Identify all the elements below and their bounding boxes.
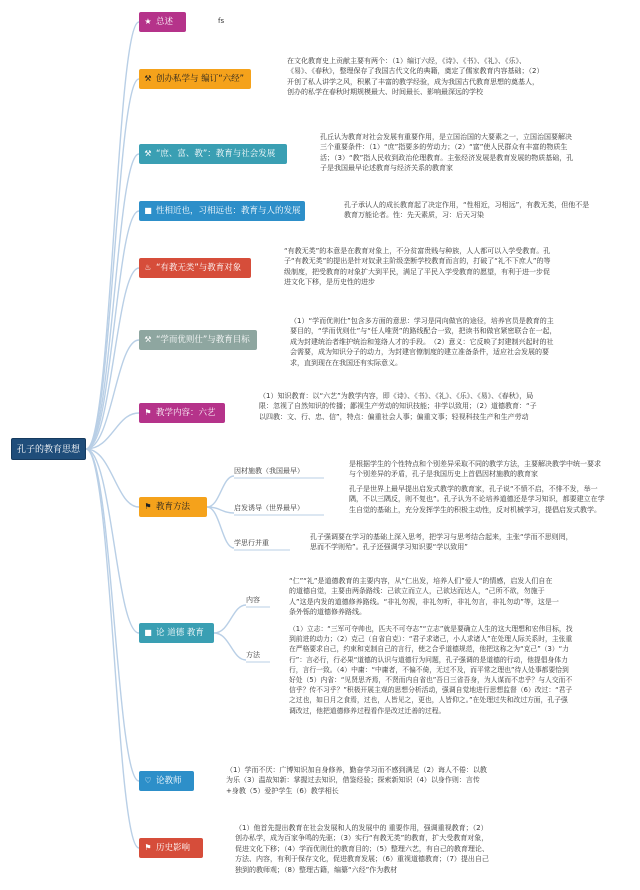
society-text: 孔丘认为教育对社会发展有重要作用，是立国治国的大要素之一，立国治国要解决三个重要条件：（1）“庶”指要多的劳动力；（2）“富”使人民群众有丰富的物质生活；（3）“教”指人民收到政治伦理教育。主张经济发展是教育发展的物质基础，孔子是我国最早论述教育与经济关系的教育家 xyxy=(320,133,574,173)
branch-teaching-content[interactable] xyxy=(139,403,225,423)
overview-text: fs xyxy=(218,17,225,25)
branch-label: “学而优则仕”与教育目标 xyxy=(156,335,250,345)
branch-connector-0 xyxy=(86,22,139,449)
method-label-heuristic[interactable]: 启发诱导（世界最早） xyxy=(234,504,304,512)
branch-connector-1 xyxy=(86,79,139,449)
moral-connector-1 xyxy=(214,633,246,660)
teaching-content-text: （1）知识教育：以“六艺”为教学内容，即《诗》、《书》、《礼》、《乐》、《易》、《春秋》，局限：忽视了自然知识的传播；鄙视生产劳动的知识技能；非学以致用；（2）道德教育：“子以四教：文、行、忠、信”，特点：偏重社会人事；偏重文事；轻视科技生产和生产劳动 xyxy=(259,392,537,421)
tools-icon: ⚒ xyxy=(144,74,152,83)
tools-icon: ⚒ xyxy=(144,335,152,344)
branch-historical-influence[interactable] xyxy=(139,838,203,858)
branch-education-objects[interactable] xyxy=(139,258,251,278)
branch-teaching-methods[interactable] xyxy=(139,497,207,517)
branch-connector-7 xyxy=(86,449,139,507)
method-label-individualized[interactable]: 因材施教（我国最早） xyxy=(234,467,304,475)
flame-icon: ♨ xyxy=(144,263,152,272)
historical-influence-text: （1）他首先提出教育在社会发展和人的发展中的 重要作用，强调重视教育；（2）创办私学，成为百家争鸣的先驱；（3）实行“有教无类”的教育，扩大受教育对象，促进文化下移；（4）学而优则仕的教育目的；（5）整理六艺，有自己的教育理论、方法、内容，有利于保存文化，促进教育发展；（6）重视道德教育；（7）提出自己独到的教师观；（8）整理古籍，编纂“六经”作为教材 xyxy=(235,824,489,874)
square-icon: ■ xyxy=(144,628,152,637)
education-goal-text: （1）“学而优则仕”包含多方面的意思：学习是同向做官的途径，培养官员是教育的主要目的，“学而优则仕”与“任人唯贤”的路线配合一致，把读书和做官紧密联合在一起，成为封建统治者维护统治和笼络人才的手段。 （2）意义：它反映了封建制兴起时的社会需要，成为知识分子的动力，为封建官僚制度的建立准备条件，适应社会发展的要求，直到现在在我国还有实际意义。 xyxy=(290,317,557,367)
moral-label-methods[interactable]: 方法 xyxy=(246,651,260,659)
branch-moral-education[interactable] xyxy=(139,623,214,643)
branch-label: 总述 xyxy=(156,17,174,27)
branch-label: 论教师 xyxy=(156,776,182,786)
branch-label: 教学内容：六艺 xyxy=(156,408,216,418)
branch-connector-4 xyxy=(86,268,139,449)
square-icon: ■ xyxy=(144,206,152,215)
flag-icon: ⚑ xyxy=(144,408,152,417)
branch-connector-10 xyxy=(86,449,139,848)
moral-text-content: “仁”“礼”是道德教育的主要内容，从“仁出发，培养人们”爱人“的情感，启发人们自在的道德自觉，主要由两条路线：己欲立而立人，己欲达而达人，“己所不欲，勿施于人”这是内发的道德修养路线。“非礼勿视，非礼勿听，非礼勿言，非礼勿动”等，这是一条外铄的道德修养路线。 xyxy=(289,577,559,617)
branch-teachers[interactable] xyxy=(139,771,194,791)
teachers-text: （1）学而不厌：广博知识加自身修养，勤奋学习而不感到满足（2）诲人不倦：以教为乐（3）温故知新：掌握过去知识，借鉴经验；探索新知识（4）以身作则：言传+身教（5）爱护学生（6）教学相长 xyxy=(226,766,487,795)
education-objects-text: “有教无类”的本意是在教育对象上，不分贫富贵贱与种族，人人都可以入学受教育。孔子“有教无类”的提出是针对奴隶主阶级垄断学校教育而言的，打破了“礼不下庶人”的等级制度，把受教育的对象扩大到平民，满足了平民入学受教育的愿望，有利于进一步促进文化下移，是历史性的进步 xyxy=(284,247,551,287)
branch-label: 性相近也，习相远也：教育与人的发展 xyxy=(156,206,301,216)
branch-overview[interactable] xyxy=(139,12,186,32)
branch-education-goal[interactable] xyxy=(139,330,257,350)
moral-label-content[interactable]: 内容 xyxy=(246,596,260,604)
method-connector-0 xyxy=(207,476,234,507)
branch-label: “有教无类”与教育对象 xyxy=(156,263,242,273)
heart-icon: ♡ xyxy=(144,776,152,785)
tools-icon: ⚒ xyxy=(144,149,152,158)
branch-label: 历史影响 xyxy=(156,843,191,853)
branch-label: 创办私学与 编订“六经” xyxy=(156,74,245,84)
root-node[interactable]: 孔子的教育思想 xyxy=(11,438,86,460)
method-text-study-think-act: 孔子强调要在学习的基础上深入思考，把学习与思考结合起来，主张“学而不思则罔，思而不学则殆”。孔子还强调学习知识要“学以致用” xyxy=(310,533,573,552)
branch-connector-9 xyxy=(86,449,139,781)
moral-text-methods: （1）立志：“三军可夺帅也，匹夫不可夺志”“立志”就是要确立人生的这大理想和宏伟目标，找到前进的动力；（2）克己（自省自克）：“君子求诸己，小人求诸人”在处理人际关系时，主张重在严格要求自己，约束和克制自己的言行，使之合乎道德规范，他把这称之为“克己”（3）“力行”：言必行，行必果“道德的认识与道德行为问题，孔子强调的是道德的行动，他提倡身体力行，言行一致。（4）中庸：“中庸者，不偏不倚，无过不及，而平常之理也”待人处事都要恰到好处（5）内省：“见贤思齐焉，不贤而内自省也”吾日三省吾身，为人谋而不忠乎？与人交而不信乎？传不习乎？”积极开展主观的思想分析活动，强调自觉地进行思想监督（6）改过：“君子之过也，如日月之食焉，过也，人皆见之，更也，人皆仰之。”在处理过失和改过方面，孔子强调改过，他把道德修养过程看作是改过迁善的过程。 xyxy=(289,625,573,715)
private-school-text: 在文化教育史上贡献主要有两个：（1）编订六经，《诗》、《书》、《礼》、《乐》、《易》、《春秋》，整理保存了我国古代文化的典籍，奠定了儒家教育内容基础；（2）开创了私人讲学之风，积累了丰富的教学经验，成为我国古代教育思想的奠基人，创办的私学在春秋时期规模最大、时间最长、影响最深远的学校 xyxy=(287,57,540,97)
branch-society[interactable] xyxy=(139,144,287,164)
method-text-individualized: 是根据学生的个性特点和个别差异采取不同的教学方法，主要解决教学中统一要求与个别差异的矛盾，孔子是我国历史上首倡因材施教的教育家 xyxy=(349,460,601,479)
branch-label: 教育方法 xyxy=(156,502,191,512)
branch-label: 论 道德 教育 xyxy=(156,628,204,638)
flag-icon: ⚑ xyxy=(144,502,152,511)
branch-private-school[interactable] xyxy=(139,69,251,89)
branch-connector-2 xyxy=(86,154,139,449)
method-text-heuristic: 孔子是世界上最早提出启发式教学的教育家，孔子说“不愤不启，不悱不发，举一隅，不以三隅反，则不复也”。孔子认为不论培养道德还是学习知识，都要建立在学生自觉的基础上，充分发挥学生的积极主动性，反对机械学习，提倡启发式教学。 xyxy=(349,485,605,514)
branch-human-development[interactable] xyxy=(139,201,305,221)
method-label-study-think-act[interactable]: 学思行并重 xyxy=(234,539,269,547)
human-development-text: 孔子承认人的成长教育起了决定作用，“性相近，习相远”，有教无类，但他不是教育万能论者。性：先天素质，习：后天习染 xyxy=(344,201,590,220)
flag-icon: ⚑ xyxy=(144,843,152,852)
branch-label: “庶、富、教”：教育与社会发展 xyxy=(156,149,276,159)
star-icon: ★ xyxy=(144,17,152,26)
moral-connector-0 xyxy=(214,605,246,633)
